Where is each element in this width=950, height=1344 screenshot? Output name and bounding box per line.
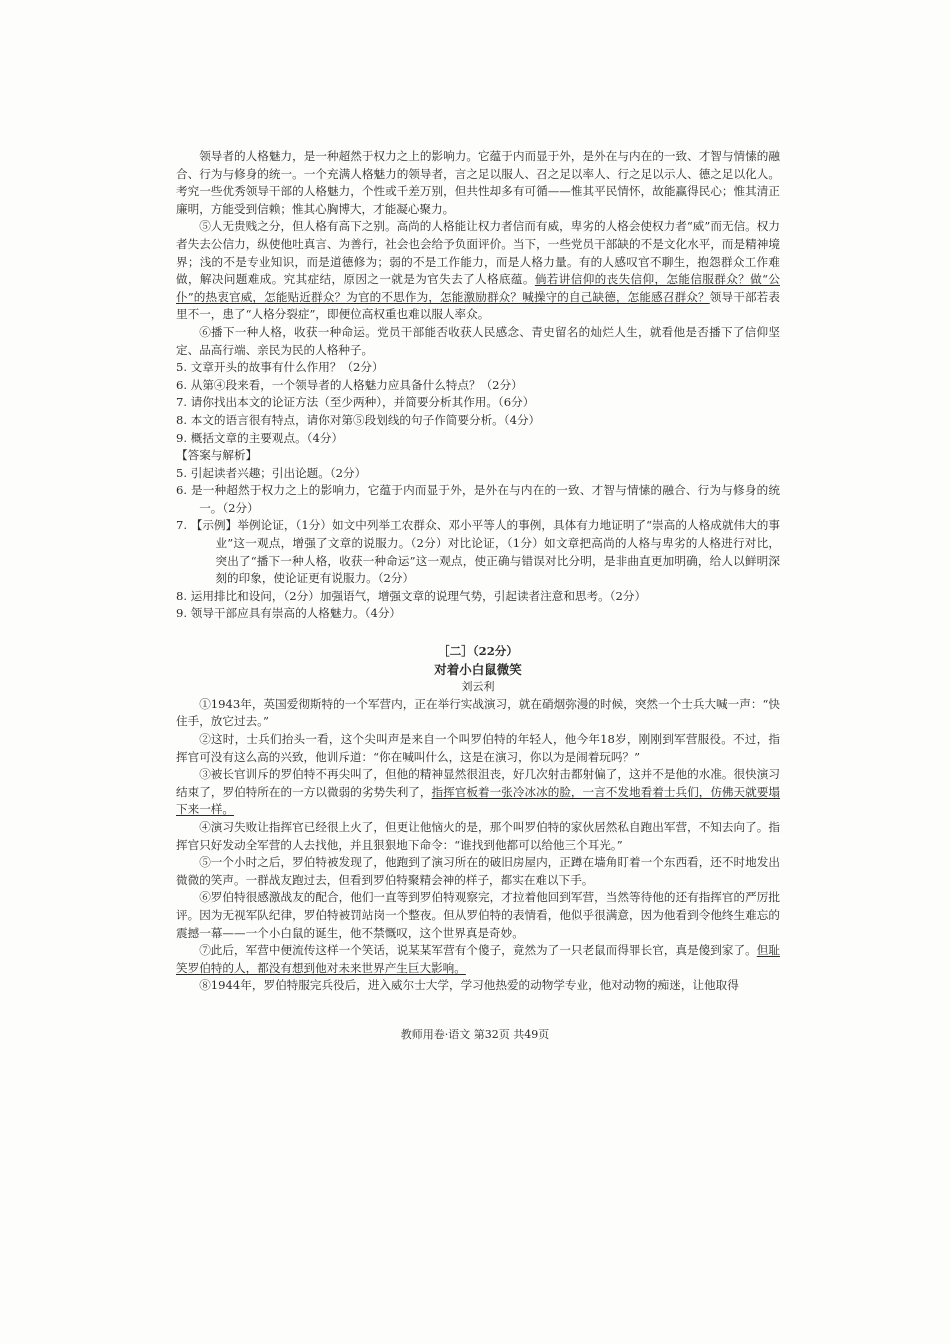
question-5: 5. 文章开头的故事有什么作用？（2分）	[176, 360, 384, 375]
document-page	[176, 148, 780, 995]
article-title: 对着小白鼠微笑	[434, 661, 522, 677]
paragraph-text: 领导干部若表里不一，患了“人格分裂症”，即便位高权重也难以服人率众。	[176, 289, 780, 322]
underlined-sentence: 倘若讲信仰的丧失信仰，怎能信服群众？做“公仆”的热衷官威，怎能贴近群众？为官的不思作为，怎能激励群众？喊操守的自己缺德，怎能感召群众？	[176, 272, 780, 304]
underlined-sentence: 但耻笑罗伯特的人，都没有想到他对未来世界产生巨大影响。	[176, 943, 780, 975]
section-heading: ［二］（22分）	[438, 644, 518, 659]
article-paragraph-1: ①1943年，英国爱彻斯特的一个军营内，正在举行实战演习，就在硝烟弥漫的时候，突然一个士兵大喊一声：“快住手，放它过去。”	[176, 696, 780, 729]
passage-paragraph-6: ⑥播下一种人格，收获一种命运。党员干部能否收获人民感念、青史留名的灿烂人生，就看他是否播下了信仰坚定、品高行端、亲民为民的人格种子。	[176, 324, 780, 357]
passage-paragraph: 领导者的人格魅力，是一种超然于权力之上的影响力。它蕴于内而显于外，是外在与内在的一致、才智与情愫的融合、行为与修身的统一。一个充满人格魅力的领导者，言之足以服人、召之足以率人、行之足以示人、德之足以化人。考究一些优秀领导干部的人格魅力，个性或千差万别，但共性却多有可循——惟其平民情怀，故能赢得民心；惟其清正廉明，方能受到信赖；惟其心胸博大，才能凝心聚力。	[176, 149, 780, 216]
question-9: 9. 概括文章的主要观点。（4分）	[176, 430, 344, 445]
passage-paragraph-5	[176, 218, 780, 324]
paragraph-text: ⑦此后，军营中便流传这样一个笑话，说某某军营有个傻子，竟然为了一只老鼠而得罪长官，真是傻到家了。	[199, 943, 757, 958]
answer-7: 7. 【示例】举例论证，（1分）如文中列举工农群众、邓小平等人的事例，具体有力地证明了“崇高的人格成就伟大的事业”这一观点，增强了文章的说服力。（2分）对比论证，（1分）如文章把高尚的人格与卑劣的人格进行对比，突出了“播下一种人格，收获一种命运”这一观点，使正确与错误对比分明，是非曲直更加明确，给人以鲜明深刻的印象，使论证更有说服力。（2分）	[176, 518, 780, 586]
question-6: 6. 从第④段来看，一个领导者的人格魅力应具备什么特点？（2分）	[176, 377, 523, 392]
question-8: 8. 本文的语言很有特点，请你对第⑤段划线的句子作简要分析。（4分）	[176, 412, 541, 427]
article-paragraph-4: ④演习失败让指挥官已经很上火了，但更让他恼火的是，那个叫罗伯特的家伙居然私自跑出军营，不知去向了。指挥官只好发动全军营的人去找他，并且狠狠地下命令：“谁找到他都可以给他三个耳光。”	[176, 819, 780, 852]
answer-9: 9. 领导干部应具有崇高的人格魅力。（4分）	[176, 606, 402, 621]
article-paragraph-2: ②这时，士兵们抬头一看，这个尖叫声是来自一个叫罗伯特的年轻人，他今年18岁，刚刚到军营服役。不过，指挥官可没有这么高的兴致，他训斥道：“你在喊叫什么，这是在演习，你以为是闹着玩吗？”	[176, 732, 780, 764]
question-7: 7. 请你找出本文的论证方法（至少两种），并简要分析其作用。（6分）	[176, 395, 535, 410]
answer-6: 6. 是一种超然于权力之上的影响力，它蕴于内而显于外，是外在与内在的一致、才智与情愫的融合、行为与修身的统一。（2分）	[176, 483, 780, 515]
underlined-sentence: 指挥官板着一张冷冰冰的脸，一言不发地看着士兵们，仿佛天就要塌下来一样。	[176, 784, 780, 817]
paragraph-text: ③被长官训斥的罗伯特不再尖叫了，但他的精神显然很沮丧，好几次射击都射偏了，这并不是他的水准。很快演习结束了，罗伯特所在的一方以微弱的劣势失利了，	[176, 767, 780, 799]
article-paragraph-5: ⑤一个小时之后，罗伯特被发现了，他跑到了演习所在的破旧房屋内，正蹲在墙角盯着一个东西看，还不时地发出微微的笑声。一群战友跑过去，但看到罗伯特聚精会神的样子，都实在难以下手。	[176, 855, 780, 887]
article-paragraph-8: ⑧1944年，罗伯特服完兵役后，进入威尔士大学，学习他热爱的动物学专业，他对动物的痴迷，让他取得	[199, 978, 739, 993]
article-paragraph-3	[176, 766, 780, 819]
article-author: 刘云利	[461, 680, 495, 694]
answer-8: 8. 运用排比和设问，（2分）加强语气，增强文章的说理气势，引起读者注意和思考。（2分）	[176, 588, 647, 603]
answer-5: 5. 引起读者兴趣；引出论题。（2分）	[176, 465, 367, 480]
page-footer: 教师用卷·语文 第32页 共49页	[400, 1028, 550, 1041]
article-paragraph-6: ⑥罗伯特很感激战友的配合，他们一直等到罗伯特观察完，才拉着他回到军营，当然等待他的还有指挥官的严厉批评。因为无视军队纪律，罗伯特被罚站岗一个整夜。但从罗伯特的表情看，他似乎很满意，因为他看到令他终生难忘的震撼一幕——一个小白鼠的诞生，他不禁慨叹，这个世界真是奇妙。	[176, 890, 780, 940]
answers-heading: 【答案与解析】	[176, 448, 258, 463]
paragraph-text: ⑤人无贵贱之分，但人格有高下之别。高尚的人格能让权力者信而有威，卑劣的人格会使权力者“威”而无信。权力者失去公信力，纵使他吐真言、为善行，社会也会给予负面评价。当下，一些党员干部缺的不是文化水平，而是精神境界；浅的不是专业知识，而是道德修为；弱的不是工作能力，而是人格力量。有的人感叹官不聊生，抱怨群众工作难做，解决问题难成。究其症结，原因之一就是为官失去了人格底蕴。	[176, 219, 780, 287]
article-paragraph-7	[176, 942, 780, 977]
